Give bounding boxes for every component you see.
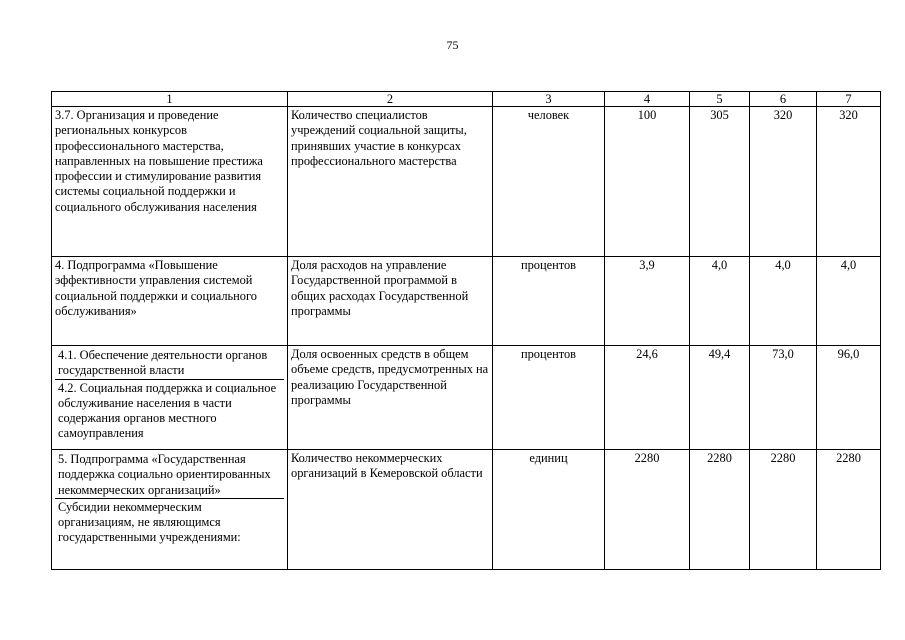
unit-cell: процентов [493,346,605,450]
indicator-cell: Количество некоммерческих организаций в Кемеровской области [288,450,493,570]
activity-cell: 3.7. Организация и проведение региональных конкурсов профессионального мастерства, направленных на повышение престижа профессии и стимулирование развития системы социальной поддержки и социального обслуживания населения [52,107,288,257]
value-cell: 2280 [690,450,750,570]
value-cell: 96,0 [817,346,881,450]
header-row [52,92,881,107]
value-cell: 49,4 [690,346,750,450]
value-cell: 320 [750,107,817,257]
indicator-cell: Доля освоенных средств в общем объеме средств, предусмотренных на реализацию Государственной программы [288,346,493,450]
column-header: 3 [493,92,605,107]
column-header: 1 [52,92,288,107]
column-header: 7 [817,92,881,107]
value-cell: 73,0 [750,346,817,450]
activity-cell-split [52,346,288,450]
activity-subcell: 5. Подпрограмма «Государственная поддержка социально ориентированных некоммерческих организаций» [55,451,284,499]
unit-cell: человек [493,107,605,257]
table-row [52,257,881,346]
page-number: 75 [446,38,459,52]
value-cell: 24,6 [605,346,690,450]
value-cell: 2280 [605,450,690,570]
column-header: 2 [288,92,493,107]
value-cell: 320 [817,107,881,257]
activity-subcell: 4.2. Социальная поддержка и социальное обслуживание населения в части содержания органов местного самоуправления [58,380,277,441]
activity-subcell: 4.1. Обеспечение деятельности органов государственной власти [55,347,284,380]
value-cell: 4,0 [690,257,750,346]
column-header: 6 [750,92,817,107]
unit-cell: процентов [493,257,605,346]
indicator-cell: Количество специалистов учреждений социальной защиты, принявших участие в конкурсах профессионального мастерства [288,107,493,257]
value-cell: 305 [690,107,750,257]
indicators-table [51,91,881,570]
column-header: 5 [690,92,750,107]
table-row [52,107,881,257]
column-header: 4 [605,92,690,107]
table-row [52,346,881,450]
value-cell: 2280 [750,450,817,570]
value-cell: 100 [605,107,690,257]
value-cell: 2280 [817,450,881,570]
activity-subcell: Субсидии некоммерческим организациям, не являющимся государственными учреждениями: [58,499,241,545]
activity-cell: 4. Подпрограмма «Повышение эффективности управления системой социальной поддержки и социального обслуживания» [52,257,288,346]
table-row [52,450,881,570]
indicator-cell: Доля расходов на управление Государственной программой в общих расходах Государственной программы [288,257,493,346]
value-cell: 3,9 [605,257,690,346]
activity-cell-split [52,450,288,570]
value-cell: 4,0 [750,257,817,346]
unit-cell: единиц [493,450,605,570]
value-cell: 4,0 [817,257,881,346]
